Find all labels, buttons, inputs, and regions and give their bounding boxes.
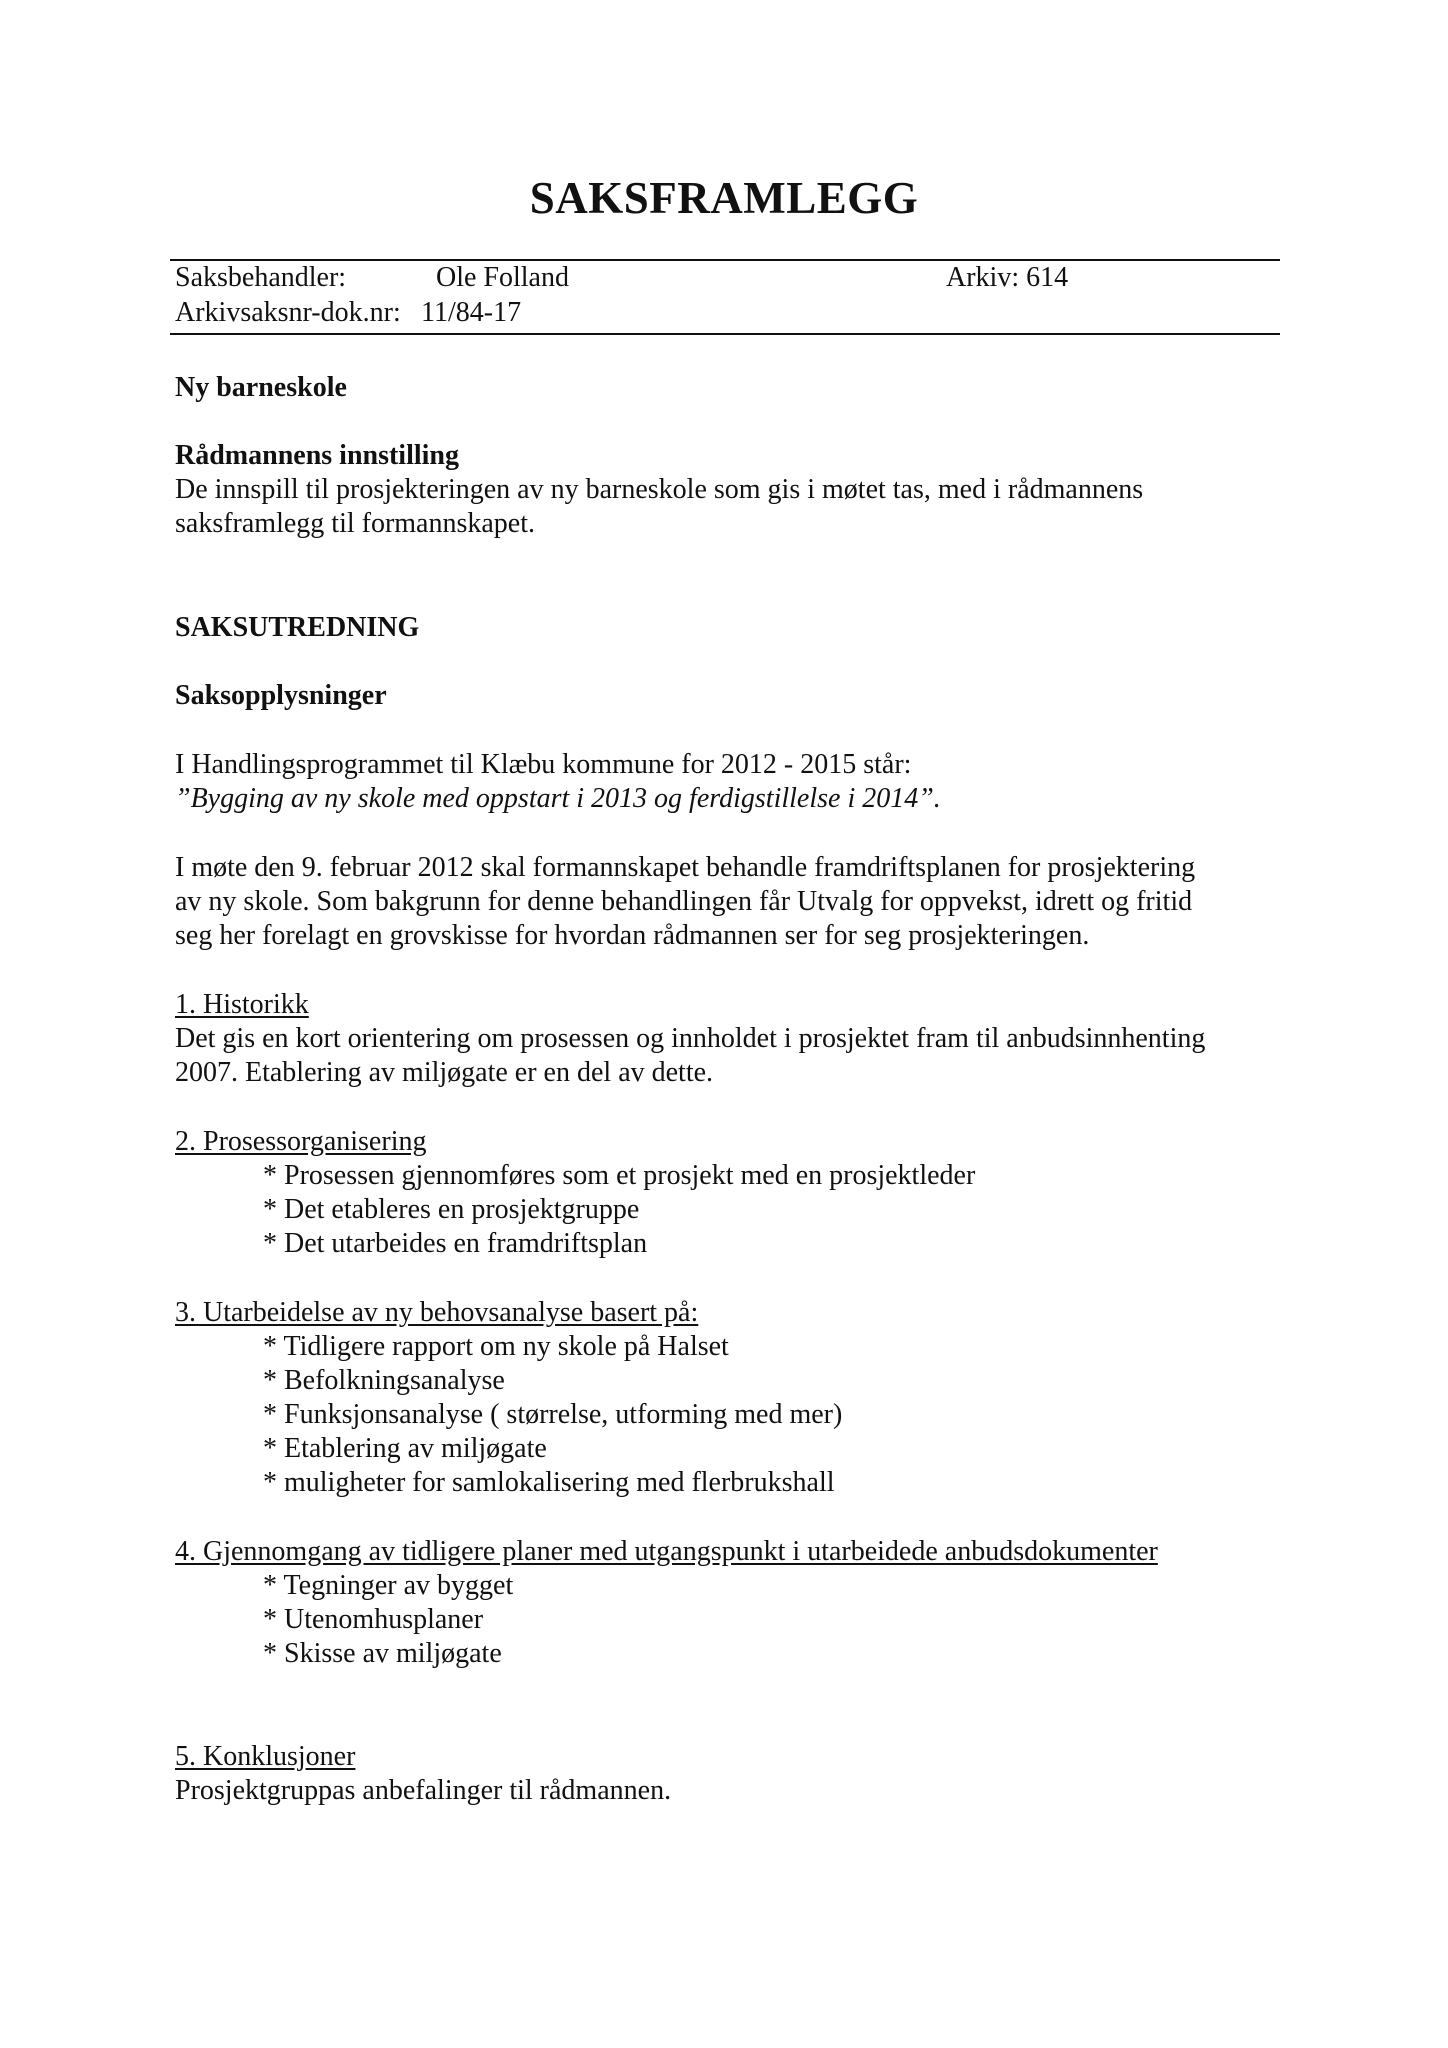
- section-3-bullet: * Befolkningsanalyse: [263, 1365, 505, 1396]
- document-title: SAKSFRAMLEGG: [529, 173, 919, 223]
- handler-value: Ole Folland: [436, 262, 569, 293]
- header-rule-top: [170, 259, 1280, 261]
- recommendation-line: saksframlegg til formannskapet.: [175, 508, 536, 539]
- section-2-bullet: * Det utarbeides en framdriftsplan: [263, 1228, 648, 1259]
- programme-text: I Handlingsprogrammet til Klæbu kommune for 2012 - 2015 står:: [175, 749, 912, 780]
- section-5-heading: 5. Konklusjoner: [175, 1741, 356, 1772]
- meeting-line: I møte den 9. februar 2012 skal formannskapet behandle framdriftsplanen for prosjektering: [175, 852, 1196, 883]
- section-2-bullet: * Det etableres en prosjektgruppe: [263, 1194, 640, 1225]
- section-3-bullet: * Funksjonsanalyse ( størrelse, utforming med mer): [263, 1399, 843, 1430]
- section-3-bullet: * Tidligere rapport om ny skole på Halset: [263, 1331, 729, 1362]
- section-4-heading: 4. Gjennomgang av tidligere planer med utgangspunkt i utarbeidede anbudsdokumenter: [175, 1536, 1158, 1567]
- subject-heading: Ny barneskole: [175, 372, 347, 403]
- meeting-line: seg her forelagt en grovskisse for hvordan rådmannen ser for seg prosjekteringen.: [175, 920, 1090, 951]
- section-1-heading: 1. Historikk: [175, 989, 309, 1020]
- section-4-bullet: * Tegninger av bygget: [263, 1570, 514, 1601]
- header-rule-bottom: [170, 333, 1280, 335]
- investigation-heading: SAKSUTREDNING: [175, 612, 420, 643]
- handler-label: Saksbehandler:: [175, 262, 347, 293]
- case-number-label: Arkivsaksnr-dok.nr:: [175, 297, 401, 328]
- info-heading: Saksopplysninger: [175, 680, 387, 711]
- programme-quote: ”Bygging av ny skole med oppstart i 2013 og ferdigstillelse i 2014”.: [175, 783, 941, 814]
- section-2-bullet: * Prosessen gjennomføres som et prosjekt med en prosjektleder: [263, 1160, 976, 1191]
- section-1-line: 2007. Etablering av miljøgate er en del av dette.: [175, 1057, 714, 1088]
- case-number-value: 11/84-17: [421, 297, 522, 328]
- section-4-bullet: * Skisse av miljøgate: [263, 1638, 502, 1669]
- meeting-line: av ny skole. Som bakgrunn for denne behandlingen får Utvalg for oppvekst, idrett og fritid: [175, 886, 1193, 917]
- section-4-bullet: * Utenomhusplaner: [263, 1604, 484, 1635]
- section-1-line: Det gis en kort orientering om prosessen og innholdet i prosjektet fram til anbudsinnhenting: [175, 1023, 1206, 1054]
- recommendation-heading: Rådmannens innstilling: [175, 440, 459, 471]
- section-3-bullet: * Etablering av miljøgate: [263, 1433, 547, 1464]
- section-2-heading: 2. Prosessorganisering: [175, 1126, 427, 1157]
- recommendation-line: De innspill til prosjekteringen av ny barneskole som gis i møtet tas, med i rådmannens: [175, 474, 1144, 505]
- section-3-bullet: * muligheter for samlokalisering med flerbrukshall: [263, 1467, 835, 1498]
- archive-number: Arkiv: 614: [946, 262, 1069, 293]
- section-5-line: Prosjektgruppas anbefalinger til rådmannen.: [175, 1775, 672, 1806]
- section-3-heading: 3. Utarbeidelse av ny behovsanalyse basert på:: [175, 1297, 699, 1328]
